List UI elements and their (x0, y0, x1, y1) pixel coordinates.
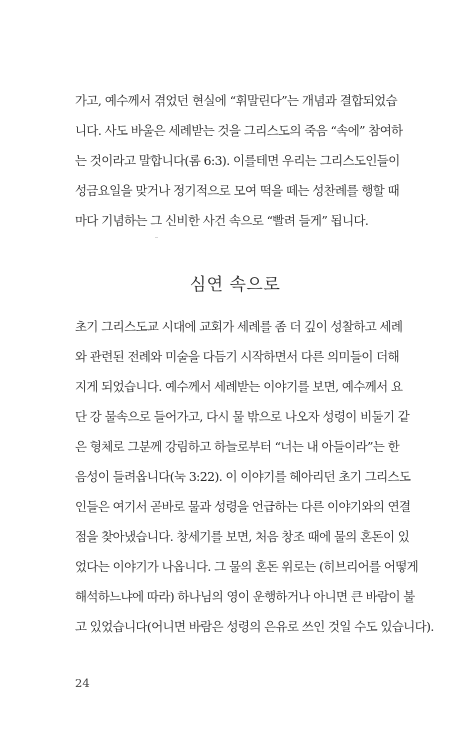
text-line: 고 있었습니다(어니면 바람은 성령의 은유로 쓰인 것일 수도 있습니다). (75, 619, 434, 634)
text-line: 점을 찾아냈습니다. 창세기를 보면, 처음 창조 때에 물의 혼돈이 있 (75, 529, 410, 544)
text-line: 었다는 이야기가 나옵니다. 그 물의 혼돈 위로는 (히브리어를 어떻게 (75, 559, 419, 574)
text-line: 는 것이라고 말합니다(롬 6:3). 이를테면 우리는 그리스도인들이 (75, 153, 400, 168)
text-line: 인들은 여기서 곧바로 물과 성령을 언급하는 다른 이야기와의 연결 (75, 499, 411, 514)
text-line: 초기 그리스도교 시대에 교회가 세례를 좀 더 깊이 성찰하고 세례 (75, 319, 403, 334)
text-line: 가고, 예수께서 겪었던 현실에 “휘말린다”는 개념과 결합되었습 (75, 93, 397, 108)
text-line: 니다. 사도 바울은 세례받는 것을 그리스도의 죽음 “속에” 참여하 (75, 123, 403, 138)
section-heading: 심연 속으로 (189, 275, 281, 295)
text-line: 은 형체로 그분께 강림하고 하늘로부터 “너는 내 아들이라”는 한 (75, 439, 400, 454)
text-line: 단 강 물속으로 들어가고, 다시 물 밖으로 나오자 성령이 비둘기 같 (75, 409, 410, 424)
text-line: 음성이 들려옵니다(눅 3:22). 이 이야기를 헤아리던 초기 그리스도 (75, 469, 411, 484)
text-line: 마다 기념하는 그 신비한 사건 속으로 “빨려 들게” 됩니다. (75, 213, 369, 228)
text-line: 지게 되었습니다. 예수께서 세례받는 이야기를 보면, 예수께서 요 (75, 379, 403, 394)
text-line: 와 관련된 전례와 미술을 다듬기 시작하면서 다른 의미들이 더해 (75, 349, 400, 364)
text-line: 해석하느냐에 따라) 하나님의 영이 운행하거나 아니면 큰 바람이 불 (75, 589, 415, 604)
paragraph-early-church (75, 312, 434, 642)
paragraph-baptism-participation (75, 86, 403, 236)
print-speck (155, 237, 158, 238)
text-line: 성금요일을 맞거나 정기적으로 모여 떡을 떼는 성찬례를 행할 때 (75, 183, 400, 198)
page-number: 24 (75, 676, 90, 690)
